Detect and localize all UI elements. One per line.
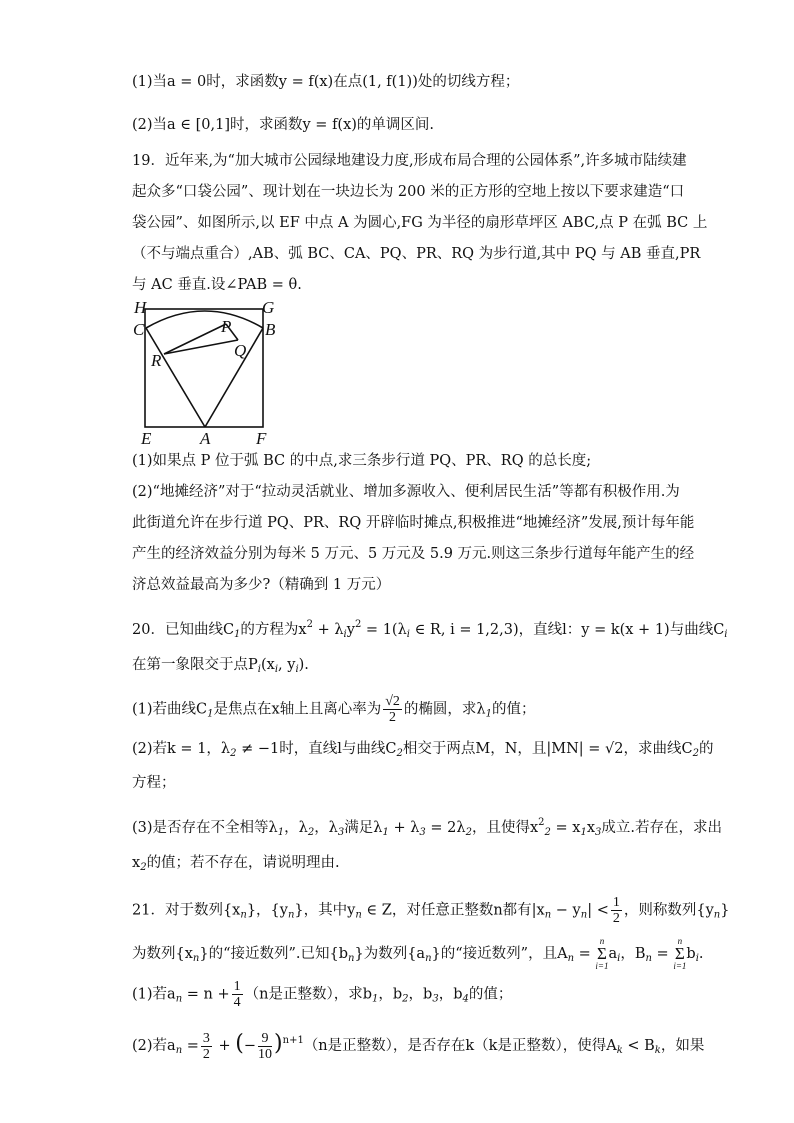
label-g: G <box>262 302 275 317</box>
q19-line5: 与 AC 垂直.设∠PAB = θ. <box>132 277 302 293</box>
label-p: P <box>221 317 232 336</box>
segment-ac <box>146 328 205 427</box>
label-h: H <box>134 302 147 317</box>
label-r: R <box>151 351 162 370</box>
q19-part2-line4: 济总效益最高为多少?（精确到 1 万元） <box>132 577 391 593</box>
q20-part3: (3)是否存在不全相等$\lambda_1$，$\lambda_2$，$\lambda_3$满足$\lambda_1 + \lambda_3 = 2\lambda_2$，且使得$x^2_2 = x_1x_3$成立.若存在，求出 <box>132 817 722 838</box>
square-outline <box>145 309 263 427</box>
q20-line1: 20．已知曲线$C_1$的方程为$x^2 + \lambda_iy^2 = 1(\lambda_i$ ∈ R, i = 1,2,3)，直线l：y = k(x + 1)与曲线$C_i$ <box>132 619 728 640</box>
fraction-three-halves: $\frac{3}{2}$ <box>202 1030 210 1062</box>
q19-part2-line2: 此街道允许在步行道 PQ、PR、RQ 开辟临时摊点,积极推进“地摊经济”发展,预计每年能 <box>132 515 695 531</box>
q18-part2: (2)当a ∈ [0,1]时，求函数y = f(x)的单调区间. <box>132 117 435 133</box>
label-b: B <box>265 320 276 339</box>
q18-part1: (1)当a = 0时，求函数y = f(x)在点(1, f(1))处的切线方程； <box>132 74 520 90</box>
fraction-sqrt2-over-2: $\frac{√2}{2}$ <box>385 694 400 725</box>
summation-a: n Σ i=1 <box>595 936 609 971</box>
label-c: C <box>133 320 145 339</box>
q21-part1: (1)若$a_n = n$ + $\frac{1}{4}$ （n是正整数），求$b_1$，$b_2$，$b_3$，$b_4$的值； <box>132 979 513 1010</box>
q19-line3: 袋公园”、如图所示,以 EF 中点 A 为圆心,FG 为半径的扇形草坪区 ABC,点 P 在弧 BC 上 <box>132 215 708 231</box>
label-a: A <box>200 429 211 448</box>
segment-pr <box>164 324 226 354</box>
q19-part2-line1: (2)“地摊经济”对于“拉动灵活就业、增加多源收入、便利居民生活”等都有积极作用.为 <box>132 484 680 500</box>
q21-line1: 21．对于数列$\{x_n\}$，$\{y_n\}$，其中$y_n$ ∈ Z，对任意正整数n都有$|x_n - y_n|$ < $\frac{1}{2}$ ，则称数列$\{y_n\}$ <box>132 895 730 926</box>
q21-line2: 为数列$\{x_n\}$的“接近数列”.已知$\{b_n\}$为数列$\{a_n\}$的“接近数列”，且$A_n$ = n Σ i=1 $a_i$，$B_n$ = n Σ i=1 $b_i$. <box>132 936 704 971</box>
q20-line2: 在第一象限交于点$P_i(x_i$, $y_i$). <box>132 657 309 675</box>
fraction-nine-tenths: $\frac{9}{10}$ <box>258 1030 273 1062</box>
park-geometry-figure <box>130 302 300 452</box>
label-e: E <box>141 429 152 448</box>
q20-part1: (1)若曲线$C_1$是焦点在x轴上且离心率为 $\frac{√2}{2}$ 的椭圆，求$\lambda_1$的值； <box>132 694 536 725</box>
label-f: F <box>256 429 267 448</box>
label-q: Q <box>234 341 247 360</box>
q20-part2-cont: 方程； <box>132 775 176 791</box>
q20-part2: (2)若k = 1，$\lambda_2 \ne -1$时，直线l与曲线$C_2$相交于两点M，N，且|MN| = √2，求曲线$C_2$的 <box>132 741 714 759</box>
q19-part2-line3: 产生的经济效益分别为每米 5 万元、5 万元及 5.9 万元.则这三条步行道每年能产生的经 <box>132 546 695 562</box>
q20-part3-cont: $x_2$的值；若不存在，请说明理由. <box>132 855 340 873</box>
q19-line2: 起众多“口袋公园”、现计划在一块边长为 200 米的正方形的空地上按以下要求建造“口 <box>132 184 685 200</box>
fraction-one-half: $\frac{1}{2}$ <box>612 895 620 926</box>
q19-line4: （不与端点重合）,AB、弧 BC、CA、PQ、PR、RQ 为步行道,其中 PQ 与 AB 垂直,PR <box>132 246 701 262</box>
q19-part1: (1)如果点 P 位于弧 BC 的中点,求三条步行道 PQ、PR、RQ 的总长度; <box>132 453 592 469</box>
q21-part2: (2)若$a_n$ = $\frac{3}{2}$ + (− $\frac{9}{10}$ )$^{n+1}$（n是正整数），是否存在k（k是正整数），使得$A_k < B_k$，如果 <box>132 1030 705 1062</box>
fraction-one-quarter: $\frac{1}{4}$ <box>233 979 241 1010</box>
q19-line1: 19．近年来,为“加大城市公园绿地建设力度,形成布局合理的公园体系”,许多城市陆续建 <box>132 153 687 169</box>
arc-bc <box>146 311 263 328</box>
summation-b: n Σ i=1 <box>673 936 687 971</box>
segment-rq <box>164 340 238 354</box>
